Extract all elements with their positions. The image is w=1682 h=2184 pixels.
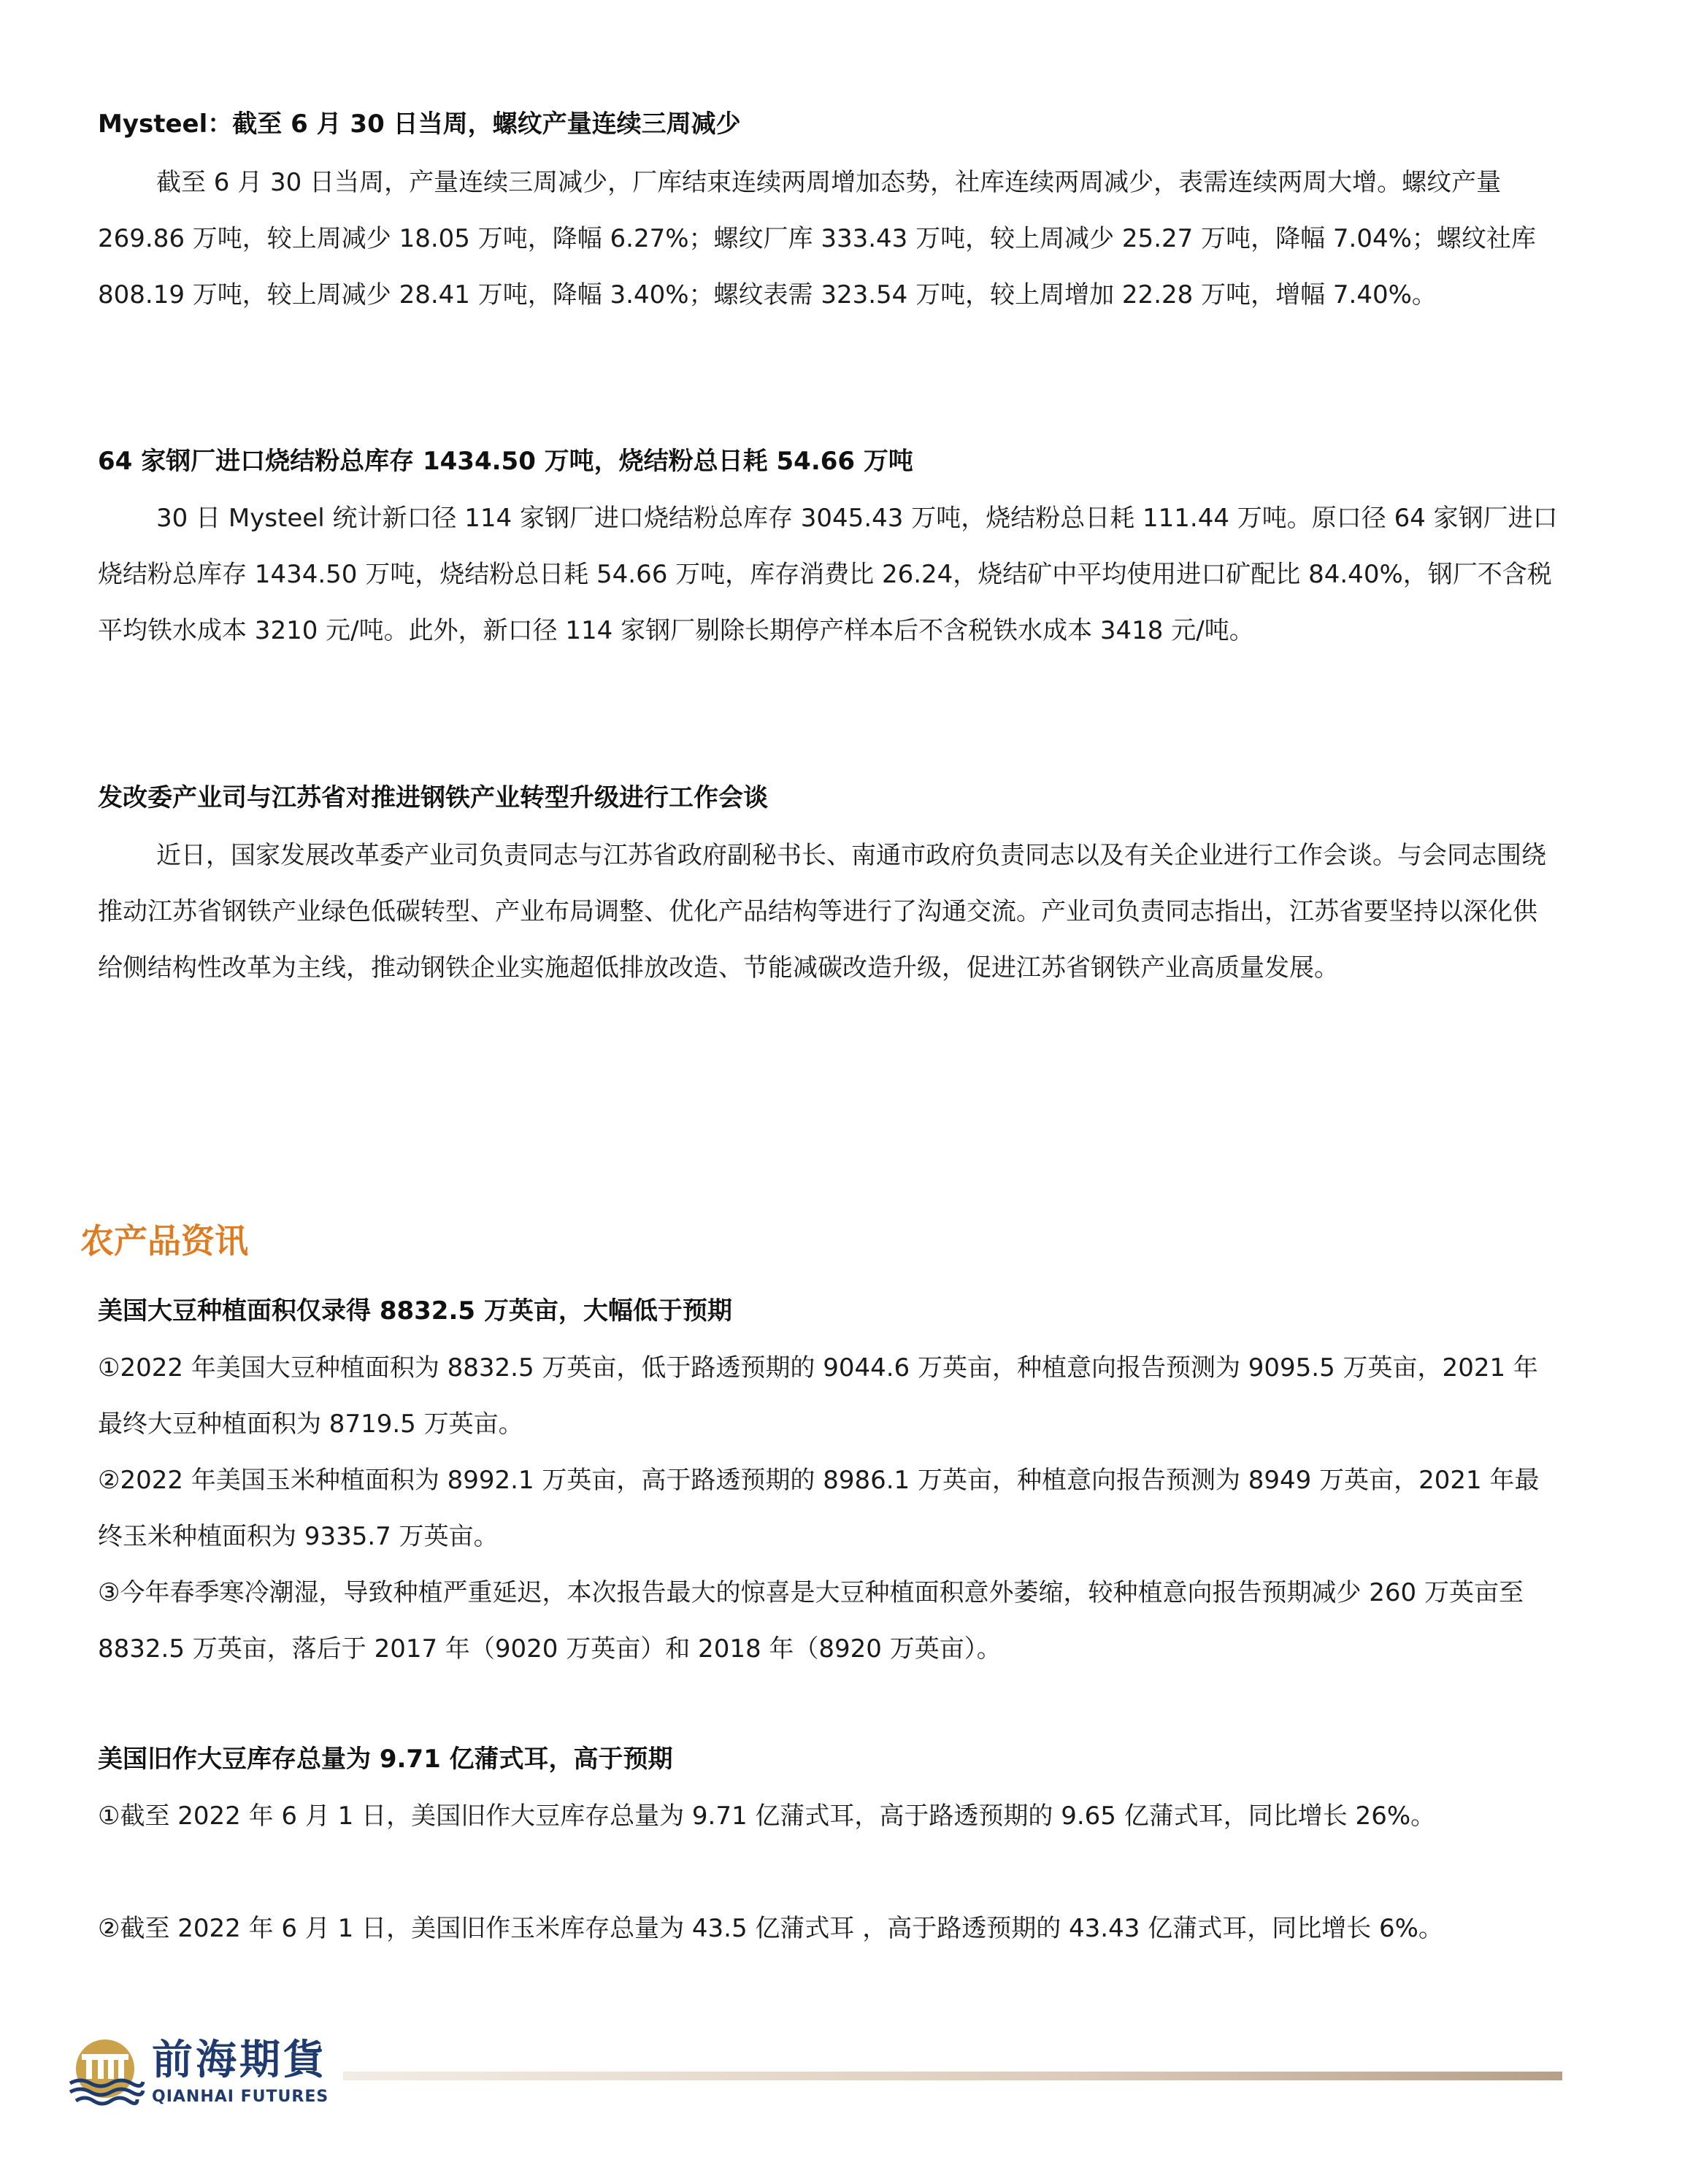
article-body: 近日，国家发展改革委产业司负责同志与江苏省政府副秘书长、南通市政府负责同志以及有关企业进行工作会谈。与会同志围绕推动江苏省钢铁产业绿色低碳转型、产业布局调整、优化产品结构等进行了沟通交流。产业司负责同志指出，江苏省要坚持以深化供给侧结构性改革为主线，推动钢铁企业实施超低排放改造、节能减碳改造升级，促进江苏省钢铁产业高质量发展。 (98, 841, 1546, 983)
article-heading: 64 家钢厂进口烧结粉总库存 1434.50 万吨，烧结粉总日耗 54.66 万吨 (98, 447, 913, 476)
logo-icon (64, 2037, 146, 2107)
list-item: ③今年春季寒冷潮湿，导致种植严重延迟，本次报告最大的惊喜是大豆种植面积意外萎缩，较种植意向报告预期减少 260 万英亩至 8832.5 万英亩，落后于 2017 年（9020 万英亩）和 2018 年（8920 万英亩）。 (98, 1578, 1524, 1664)
logo-text-cn: 前海期貨 (152, 2036, 327, 2084)
list-item: ②2022 年美国玉米种植面积为 8992.1 万英亩，高于路透预期的 8986.1 万英亩，种植意向报告预测为 8949 万英亩，2021 年最终玉米种植面积为 9335.7 万英亩。 (98, 1466, 1540, 1551)
article-heading: 美国旧作大豆库存总量为 9.71 亿蒲式耳，高于预期 (98, 1745, 673, 1774)
footer-divider (343, 2072, 1562, 2080)
article-body: 30 日 Mysteel 统计新口径 114 家钢厂进口烧结粉总库存 3045.43 万吨，烧结粉总日耗 111.44 万吨。原口径 64 家钢厂进口烧结粉总库存 1434.50 万吨，烧结粉总日耗 54.66 万吨，库存消费比 26.24，烧结矿中平均使用进口矿配比 84.40%，钢厂不含税平均铁水成本 3210 元/吨。此外，新口径 114 家钢厂剔除长期停产样本后不含税铁水成本 3418 元/吨。 (98, 504, 1558, 645)
article-heading: 美国大豆种植面积仅录得 8832.5 万英亩，大幅低于预期 (98, 1296, 732, 1326)
list-item: ①截至 2022 年 6 月 1 日，美国旧作大豆库存总量为 9.71 亿蒲式耳，高于路透预期的 9.65 亿蒲式耳，同比增长 26%。 (98, 1802, 1436, 1831)
article-body: 截至 6 月 30 日当周，产量连续三周减少，厂库结束连续两周增加态势，社库连续两周减少，表需连续两周大增。螺纹产量 269.86 万吨，较上周减少 18.05 万吨，降幅 6.27%；螺纹厂库 333.43 万吨，较上周减少 25.27 万吨，降幅 7.04%；螺纹社库 808.19 万吨，较上周减少 28.41 万吨，降幅 3.40%；螺纹表需 323.54 万吨，较上周增加 22.28 万吨，增幅 7.40%。 (98, 168, 1536, 309)
article-heading: Mysteel：截至 6 月 30 日当周，螺纹产量连续三周减少 (98, 109, 741, 139)
logo-text-en: QIANHAI FUTURES (152, 2088, 329, 2106)
article-heading: 发改委产业司与江苏省对推进钢铁产业转型升级进行工作会谈 (98, 783, 768, 812)
list-item: ②截至 2022 年 6 月 1 日，美国旧作玉米库存总量为 43.5 亿蒲式耳 ，高于路透预期的 43.43 亿蒲式耳，同比增长 6%。 (98, 1914, 1443, 1943)
section-title: 农产品资讯 (80, 1221, 248, 1261)
list-item: ①2022 年美国大豆种植面积为 8832.5 万英亩，低于路透预期的 9044.6 万英亩，种植意向报告预测为 9095.5 万英亩，2021 年最终大豆种植面积为 8719.5 万英亩。 (98, 1353, 1538, 1439)
